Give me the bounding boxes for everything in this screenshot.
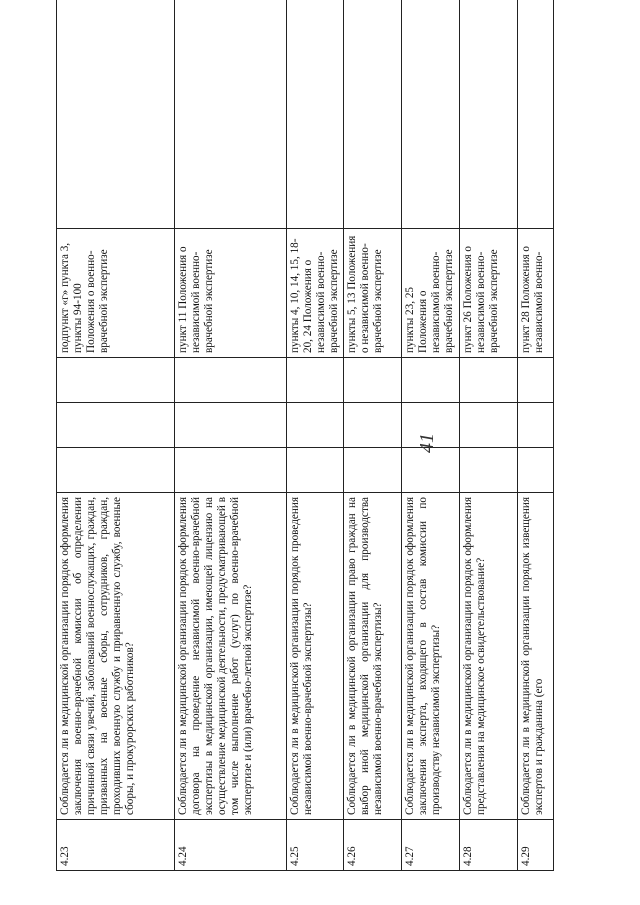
row-number: 4.23 [57,820,175,871]
answer-yes-cell [175,448,287,493]
note-cell [344,0,402,229]
answer-no-cell [287,403,344,448]
answer-yes-cell [287,448,344,493]
page-number: 41 [416,433,438,453]
reference-cell: пункты 4, 10, 14, 15, 18-20, 24 Положения о независимой военно-врачебной экспертизе [287,229,344,358]
table-row [175,0,287,871]
question-cell: Соблюдается ли в медицинской организации порядок извещения экспертов и гражданина (его [518,493,554,820]
answer-yes-cell [518,448,554,493]
note-cell [175,0,287,229]
note-cell [287,0,344,229]
answer-yes-cell [344,448,402,493]
answer-na-cell [518,358,554,403]
question-cell: Соблюдается ли в медицинской организации порядок оформления заключения эксперта, входящего в состав комиссии по производству независимой экспертизы? [402,493,460,820]
note-cell [402,0,460,229]
answer-na-cell [402,358,460,403]
reference-cell: пункт 11 Положения о независимой военно-врачебной экспертизе [175,229,287,358]
question-cell: Соблюдается ли в медицинской организации порядок оформления заключения военно-врачебной комиссии об определении причинной связи увечий, заболеваний военнослужащих, граждан, призванных на военные сборы, сотрудников, граждан, проходивших военную службу и приравненную службу, военные сборы, и прокурорских работников? [57,493,175,820]
note-cell [460,0,518,229]
answer-no-cell [518,403,554,448]
reference-cell: пункт 26 Положения о независимой военно-врачебной экспертизе [460,229,518,358]
table-row [57,0,175,871]
row-number: 4.26 [344,820,402,871]
row-number: 4.25 [287,820,344,871]
table-row [344,0,402,871]
reference-cell: пункты 5, 13 Положения о независимой военно-врачебной экспертизе [344,229,402,358]
answer-yes-cell [402,448,460,493]
answer-na-cell [460,358,518,403]
answer-no-cell [175,403,287,448]
answer-no-cell [57,403,175,448]
answer-no-cell [460,403,518,448]
row-number: 4.24 [175,820,287,871]
table-row [460,0,518,871]
note-cell [518,0,554,229]
question-cell: Соблюдается ли в медицинской организации право граждан на выбор иной медицинской организации для производства независимой военно-врачебной экспертизы? [344,493,402,820]
table-row [287,0,344,871]
row-number: 4.28 [460,820,518,871]
answer-na-cell [344,358,402,403]
question-cell: Соблюдается ли в медицинской организации порядок оформления представления на медицинское освидетельствование? [460,493,518,820]
answer-yes-cell [460,448,518,493]
question-cell: Соблюдается ли в медицинской организации порядок оформления договора на проведение независимой военно-врачебной экспертизы в медицинской организации, имеющей лицензию на осуществление медицинской деятельности, предусматривающей в том числе выполнение работ (услуг) по военно-врачебной экспертизе и (или) врачебно-летной экспертизе? [175,493,287,820]
row-number: 4.27 [402,820,460,871]
table-row [518,0,554,871]
question-cell: Соблюдается ли в медицинской организации порядок проведения независимой военно-врачебной экспертизы? [287,493,344,820]
checklist-table [56,0,554,871]
answer-na-cell [175,358,287,403]
note-cell [57,0,175,229]
row-number: 4.29 [518,820,554,871]
reference-cell: подпункт «г» пункта 3, пункты 94-100 Положения о военно-врачебной экспертизе [57,229,175,358]
answer-na-cell [57,358,175,403]
reference-cell: пункт 28 Положения о независимой военно- [518,229,554,358]
answer-na-cell [287,358,344,403]
reference-cell: пункты 23, 25 Положения о независимой военно-врачебной экспертизе [402,229,460,358]
answer-yes-cell [57,448,175,493]
answer-no-cell [344,403,402,448]
